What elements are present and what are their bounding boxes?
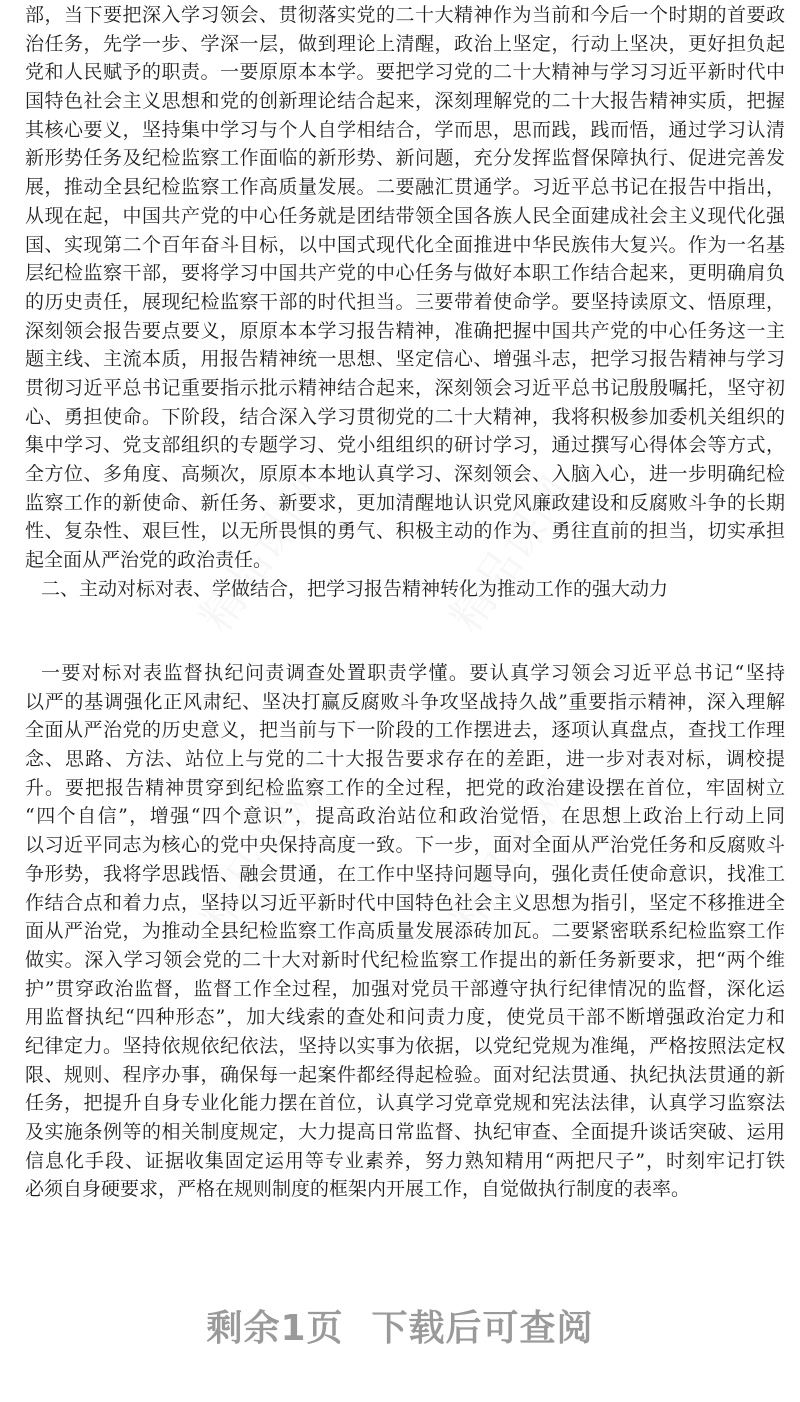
download-prompt[interactable] bbox=[0, 1300, 800, 1351]
text-line: 治任务，先学一步、学深一层，做到理论上清醒，政治上坚定，行动上坚决，更好担负起 bbox=[25, 32, 785, 55]
download-hint-text: 下载后可查阅 bbox=[371, 1308, 594, 1349]
paragraph-1 bbox=[25, 1, 785, 575]
heading-text: 二、主动对标对表、学做结合，把学习报告精神转化为推动工作的强大动力 bbox=[41, 578, 669, 600]
text-line: 展，推动全县纪检监察工作高质量发展。二要融汇贯通学。习近平总书记在报告中指出， bbox=[25, 176, 785, 199]
text-line: 升。要把报告精神贯穿到纪检监察工作的全过程，把党的政治建设摆在首位，牢固树立 bbox=[25, 776, 785, 799]
text-line: 信息化手段、证据收集固定运用等专业素养，努力熟知精用“两把尺子”，时刻牢记打铁 bbox=[25, 1149, 785, 1172]
text-line: 念、思路、方法、站位上与党的二十大报告要求存在的差距，进一步对表对标，调校提 bbox=[25, 748, 785, 771]
text-line: 必须自身硬要求，严格在规则制度的框架内开展工作，自觉做执行制度的表率。 bbox=[25, 1178, 691, 1201]
text-line: 起全面从严治党的政治责任。 bbox=[25, 549, 273, 572]
text-line: 全方位、多角度、高频次，原原本本地认真学习、深刻领会、入脑入心，进一步明确纪检 bbox=[25, 463, 785, 485]
paragraph-2 bbox=[25, 659, 785, 1204]
text-line: 贯彻习近平总书记重要指示批示精神结合起来，深刻领会习近平总书记殷殷嘱托，坚守初 bbox=[25, 376, 785, 399]
text-line: 作结合点和着力点，坚持以习近平新时代中国特色社会主义思想为指引，坚定不移推进全 bbox=[25, 891, 785, 914]
text-line: 纪律定力。坚持依规依纪依法，坚持以实事为依据，以党纪党规为准绳，严格按照法定权 bbox=[25, 1034, 785, 1057]
text-line: 其核心要义，坚持集中学习与个人自学相结合，学而思，思而践，践而悟，通过学习认清 bbox=[25, 118, 785, 141]
text-line: 党和人民赋予的职责。一要原原本本学。要把学习党的二十大精神与学习习近平新时代中 bbox=[25, 61, 785, 84]
text-line: 题主线、主流本质，用报告精神统一思想、坚定信心、增强斗志，把学习报告精神与学习 bbox=[25, 348, 785, 371]
text-line: 集中学习、党支部组织的专题学习、党小组组织的研讨学习，通过撰写心得体会等方式， bbox=[25, 434, 785, 457]
text-line: 层纪检监察干部，要将学习中国共产党的中心任务与做好本职工作结合起来，更明确肩负 bbox=[25, 262, 785, 285]
text-line: 从现在起，中国共产党的中心任务就是团结带领全国各族人民全面建成社会主义现代化强 bbox=[25, 204, 785, 227]
text-line: 面从严治党，为推动全县纪检监察工作高质量发展添砖加瓦。二要紧密联系纪检监察工作 bbox=[25, 920, 785, 943]
text-line: 监察工作的新使命、新任务、新要求，更加清醒地认识党风廉政建设和反腐败斗争的长期 bbox=[25, 491, 785, 514]
text-line: 性、复杂性、艰巨性，以无所畏惧的勇气、积极主动的作为、勇往直前的担当，切实承担 bbox=[25, 520, 785, 543]
text-line: 心、勇担使命。下阶段，结合深入学习贯彻党的二十大精神，我将积极参加委机关组织的 bbox=[25, 405, 785, 428]
text-line: 争形势，我将学思践悟、融会贯通，在工作中坚持问题导向，强化责任使命意识，找准工 bbox=[25, 862, 785, 885]
text-line: 及实施条例等的相关制度规定，大力提高日常监督、执纪审查、全面提升谈话突破、运用 bbox=[25, 1121, 785, 1143]
text-line: 全面从严治党的历史意义，把当前与下一阶段的工作摆进去，逐项认真盘点，查找工作理 bbox=[25, 719, 785, 742]
text-line: 做实。深入学习领会党的二十大对新时代纪检监察工作提出的新任务新要求，把“两个维 bbox=[25, 948, 785, 971]
text-line: 的历史责任，展现纪检监察干部的时代担当。三要带着使命学。要坚持读原文、悟原理， bbox=[25, 290, 785, 313]
text-line: 任务，把提升自身专业化能力摆在首位，认真学习党章党规和宪法法律，认真学习监察法 bbox=[25, 1092, 785, 1115]
text-line: 用监督执纪“四种形态”，加大线索的查处和问责力度，使党员干部不断增强政治定力和 bbox=[25, 1006, 785, 1029]
text-line: 国、实现第二个百年奋斗目标，以中国式现代化全面推进中华民族伟大复兴。作为一名基 bbox=[25, 233, 785, 256]
text-line: 一要对标对表监督执纪问责调查处置职责学懂。要认真学习领会习近平总书记“坚持 bbox=[41, 662, 785, 684]
text-line: 深刻领会报告要点要义，原原本本学习报告精神，准确把握中国共产党的中心任务这一主 bbox=[25, 319, 785, 342]
text-line: 护”贯穿政治监督，监督工作全过程，加强对党员干部遵守执行纪律情况的监督，深化运 bbox=[25, 977, 785, 1000]
text-line: “四个自信”，增强“四个意识”，提高政治站位和政治觉悟，在思想上政治上行动上同 bbox=[25, 805, 785, 828]
text-line: 以习近平同志为核心的党中央保持高度一致。下一步，面对全面从严治党任务和反腐败斗 bbox=[25, 834, 785, 857]
remaining-pages-text: 剩余1页 bbox=[206, 1308, 344, 1349]
text-line: 部，当下要把深入学习领会、贯彻落实党的二十大精神作为当前和今后一个时期的首要政 bbox=[25, 4, 785, 26]
section-heading bbox=[25, 575, 785, 604]
text-line: 以严的基调强化正风肃纪、坚决打赢反腐败斗争攻坚战持久战”重要指示精神，深入理解 bbox=[25, 690, 785, 713]
text-line: 新形势任务及纪检监察工作面临的新形势、新问题，充分发挥监督保障执行、促进完善发 bbox=[25, 147, 785, 170]
text-line: 限、规则、程序办事，确保每一起案件都经得起检验。面对纪法贯通、执纪执法贯通的新 bbox=[25, 1063, 785, 1086]
text-line: 国特色社会主义思想和党的创新理论结合起来，深刻理解党的二十大报告精神实质，把握 bbox=[25, 90, 785, 113]
